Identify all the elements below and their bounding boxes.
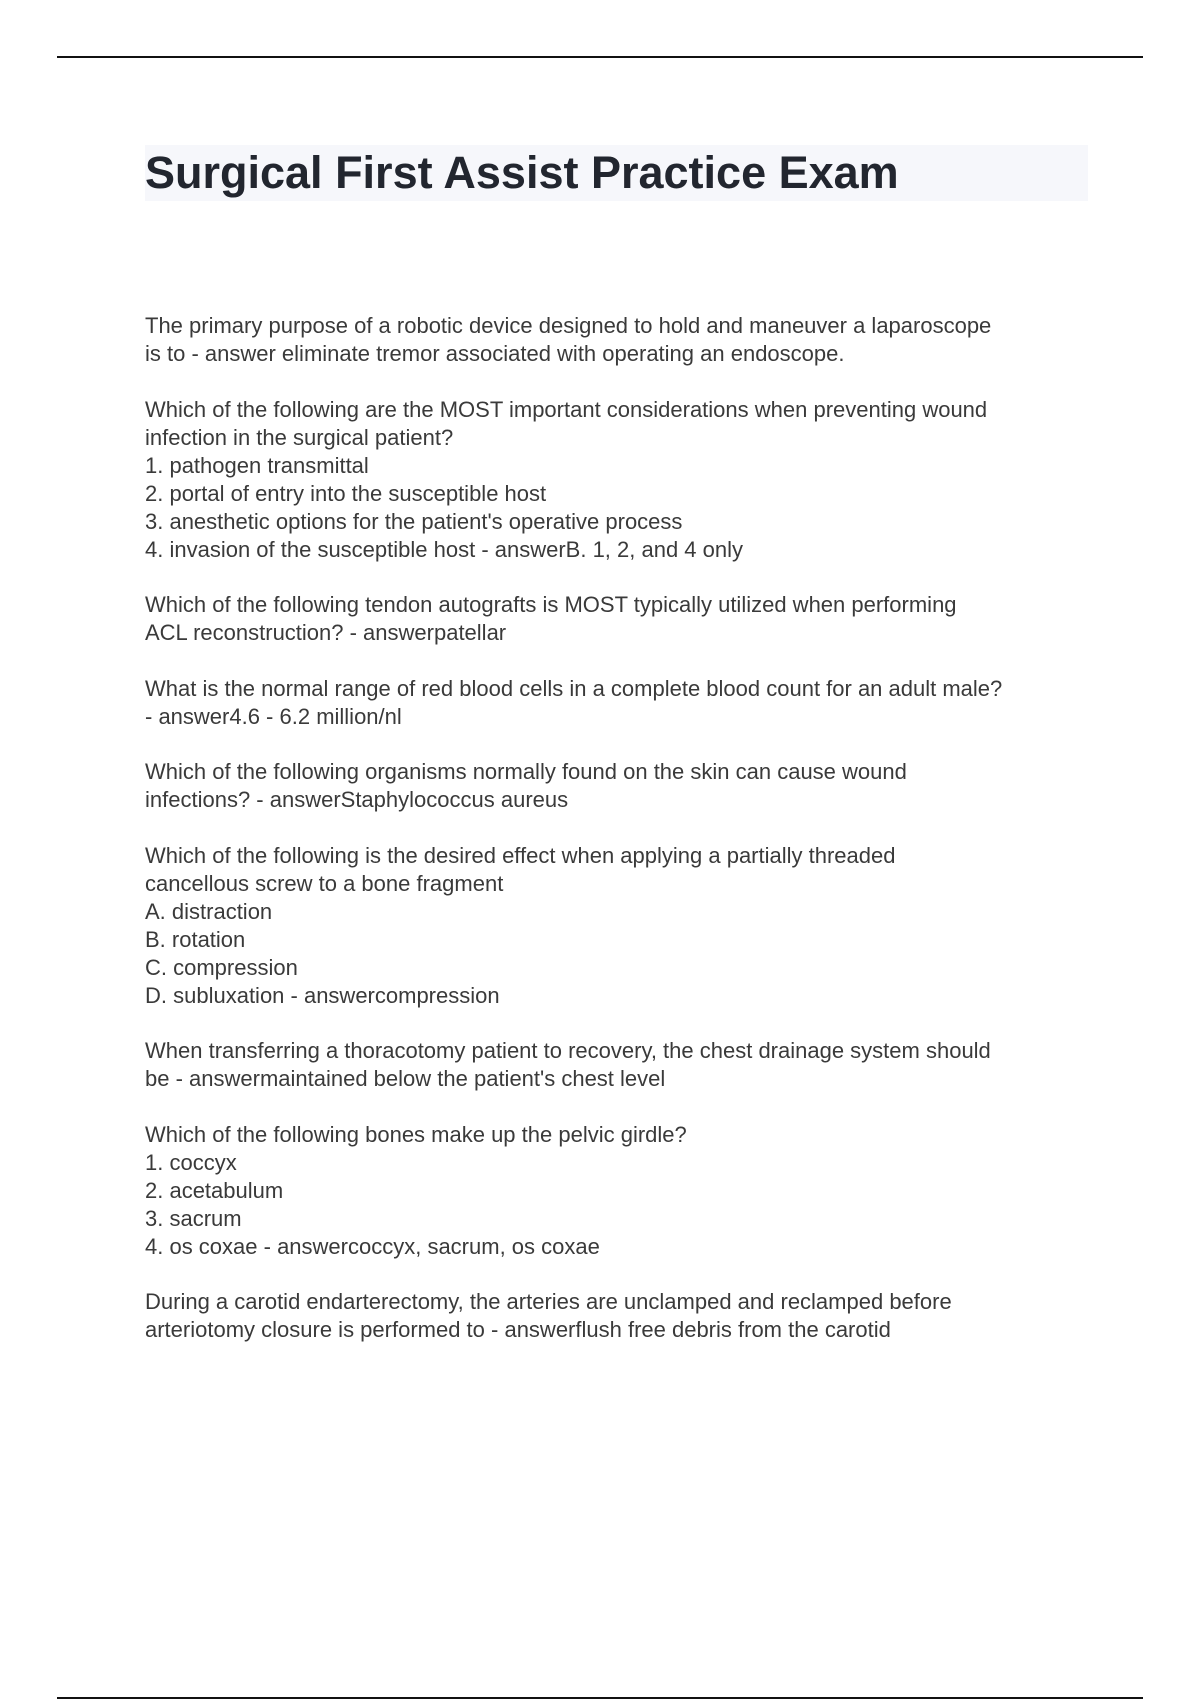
question-block <box>145 1288 1105 1344</box>
question-line: Which of the following organisms normally found on the skin can cause wound <box>145 759 907 784</box>
question-line: During a carotid endarterectomy, the arteries are unclamped and reclamped before <box>145 1289 952 1314</box>
question-line: 3. anesthetic options for the patient's operative process <box>145 508 683 534</box>
question-line: Which of the following bones make up the pelvic girdle? <box>145 1121 687 1147</box>
bottom-rule <box>57 1697 1143 1699</box>
question-line: 1. pathogen transmittal <box>145 452 369 478</box>
question-line: 2. acetabulum <box>145 1177 284 1203</box>
question-block <box>145 1037 1105 1093</box>
question-list <box>145 312 1105 1372</box>
question-line: ACL reconstruction? - answerpatellar <box>145 620 507 645</box>
question-line: is to - answer eliminate tremor associated with operating an endoscope. <box>145 341 845 366</box>
question-line: infections? - answerStaphylococcus aureus <box>145 787 569 812</box>
question-line: What is the normal range of red blood cells in a complete blood count for an adult male? <box>145 675 1003 701</box>
question-line: The primary purpose of a robotic device designed to hold and maneuver a laparoscope <box>145 313 992 338</box>
question-line: C. compression <box>145 954 298 980</box>
question-line: When transferring a thoracotomy patient to recovery, the chest drainage system should <box>145 1038 991 1063</box>
question-line: infection in the surgical patient? <box>145 424 454 450</box>
question-line: 3. sacrum <box>145 1205 242 1231</box>
question-line: cancellous screw to a bone fragment <box>145 870 504 896</box>
top-rule <box>57 56 1143 58</box>
question-line: B. rotation <box>145 926 246 952</box>
question-line: 2. portal of entry into the susceptible host <box>145 480 547 506</box>
question-line: Which of the following is the desired effect when applying a partially threaded <box>145 842 896 868</box>
question-line: be - answermaintained below the patient's chest level <box>145 1066 666 1091</box>
question-block <box>145 396 1105 564</box>
question-block <box>145 842 1105 1010</box>
question-block <box>145 675 1105 731</box>
question-line: 4. invasion of the susceptible host - answerB. 1, 2, and 4 only <box>145 536 744 562</box>
question-line: A. distraction <box>145 898 273 924</box>
question-line: 4. os coxae - answercoccyx, sacrum, os coxae <box>145 1233 600 1259</box>
question-line: D. subluxation - answercompression <box>145 982 500 1008</box>
question-line: Which of the following are the MOST important considerations when preventing wound <box>145 396 988 422</box>
question-block <box>145 312 1105 368</box>
question-line: - answer4.6 - 6.2 million/nl <box>145 703 402 729</box>
question-block <box>145 758 1105 814</box>
question-block <box>145 1121 1105 1261</box>
question-line: arteriotomy closure is performed to - answerflush free debris from the carotid <box>145 1317 891 1342</box>
question-line: Which of the following tendon autografts is MOST typically utilized when performing <box>145 592 957 617</box>
question-line: 1. coccyx <box>145 1149 237 1175</box>
page-title: Surgical First Assist Practice Exam <box>145 147 899 198</box>
question-block <box>145 591 1105 647</box>
